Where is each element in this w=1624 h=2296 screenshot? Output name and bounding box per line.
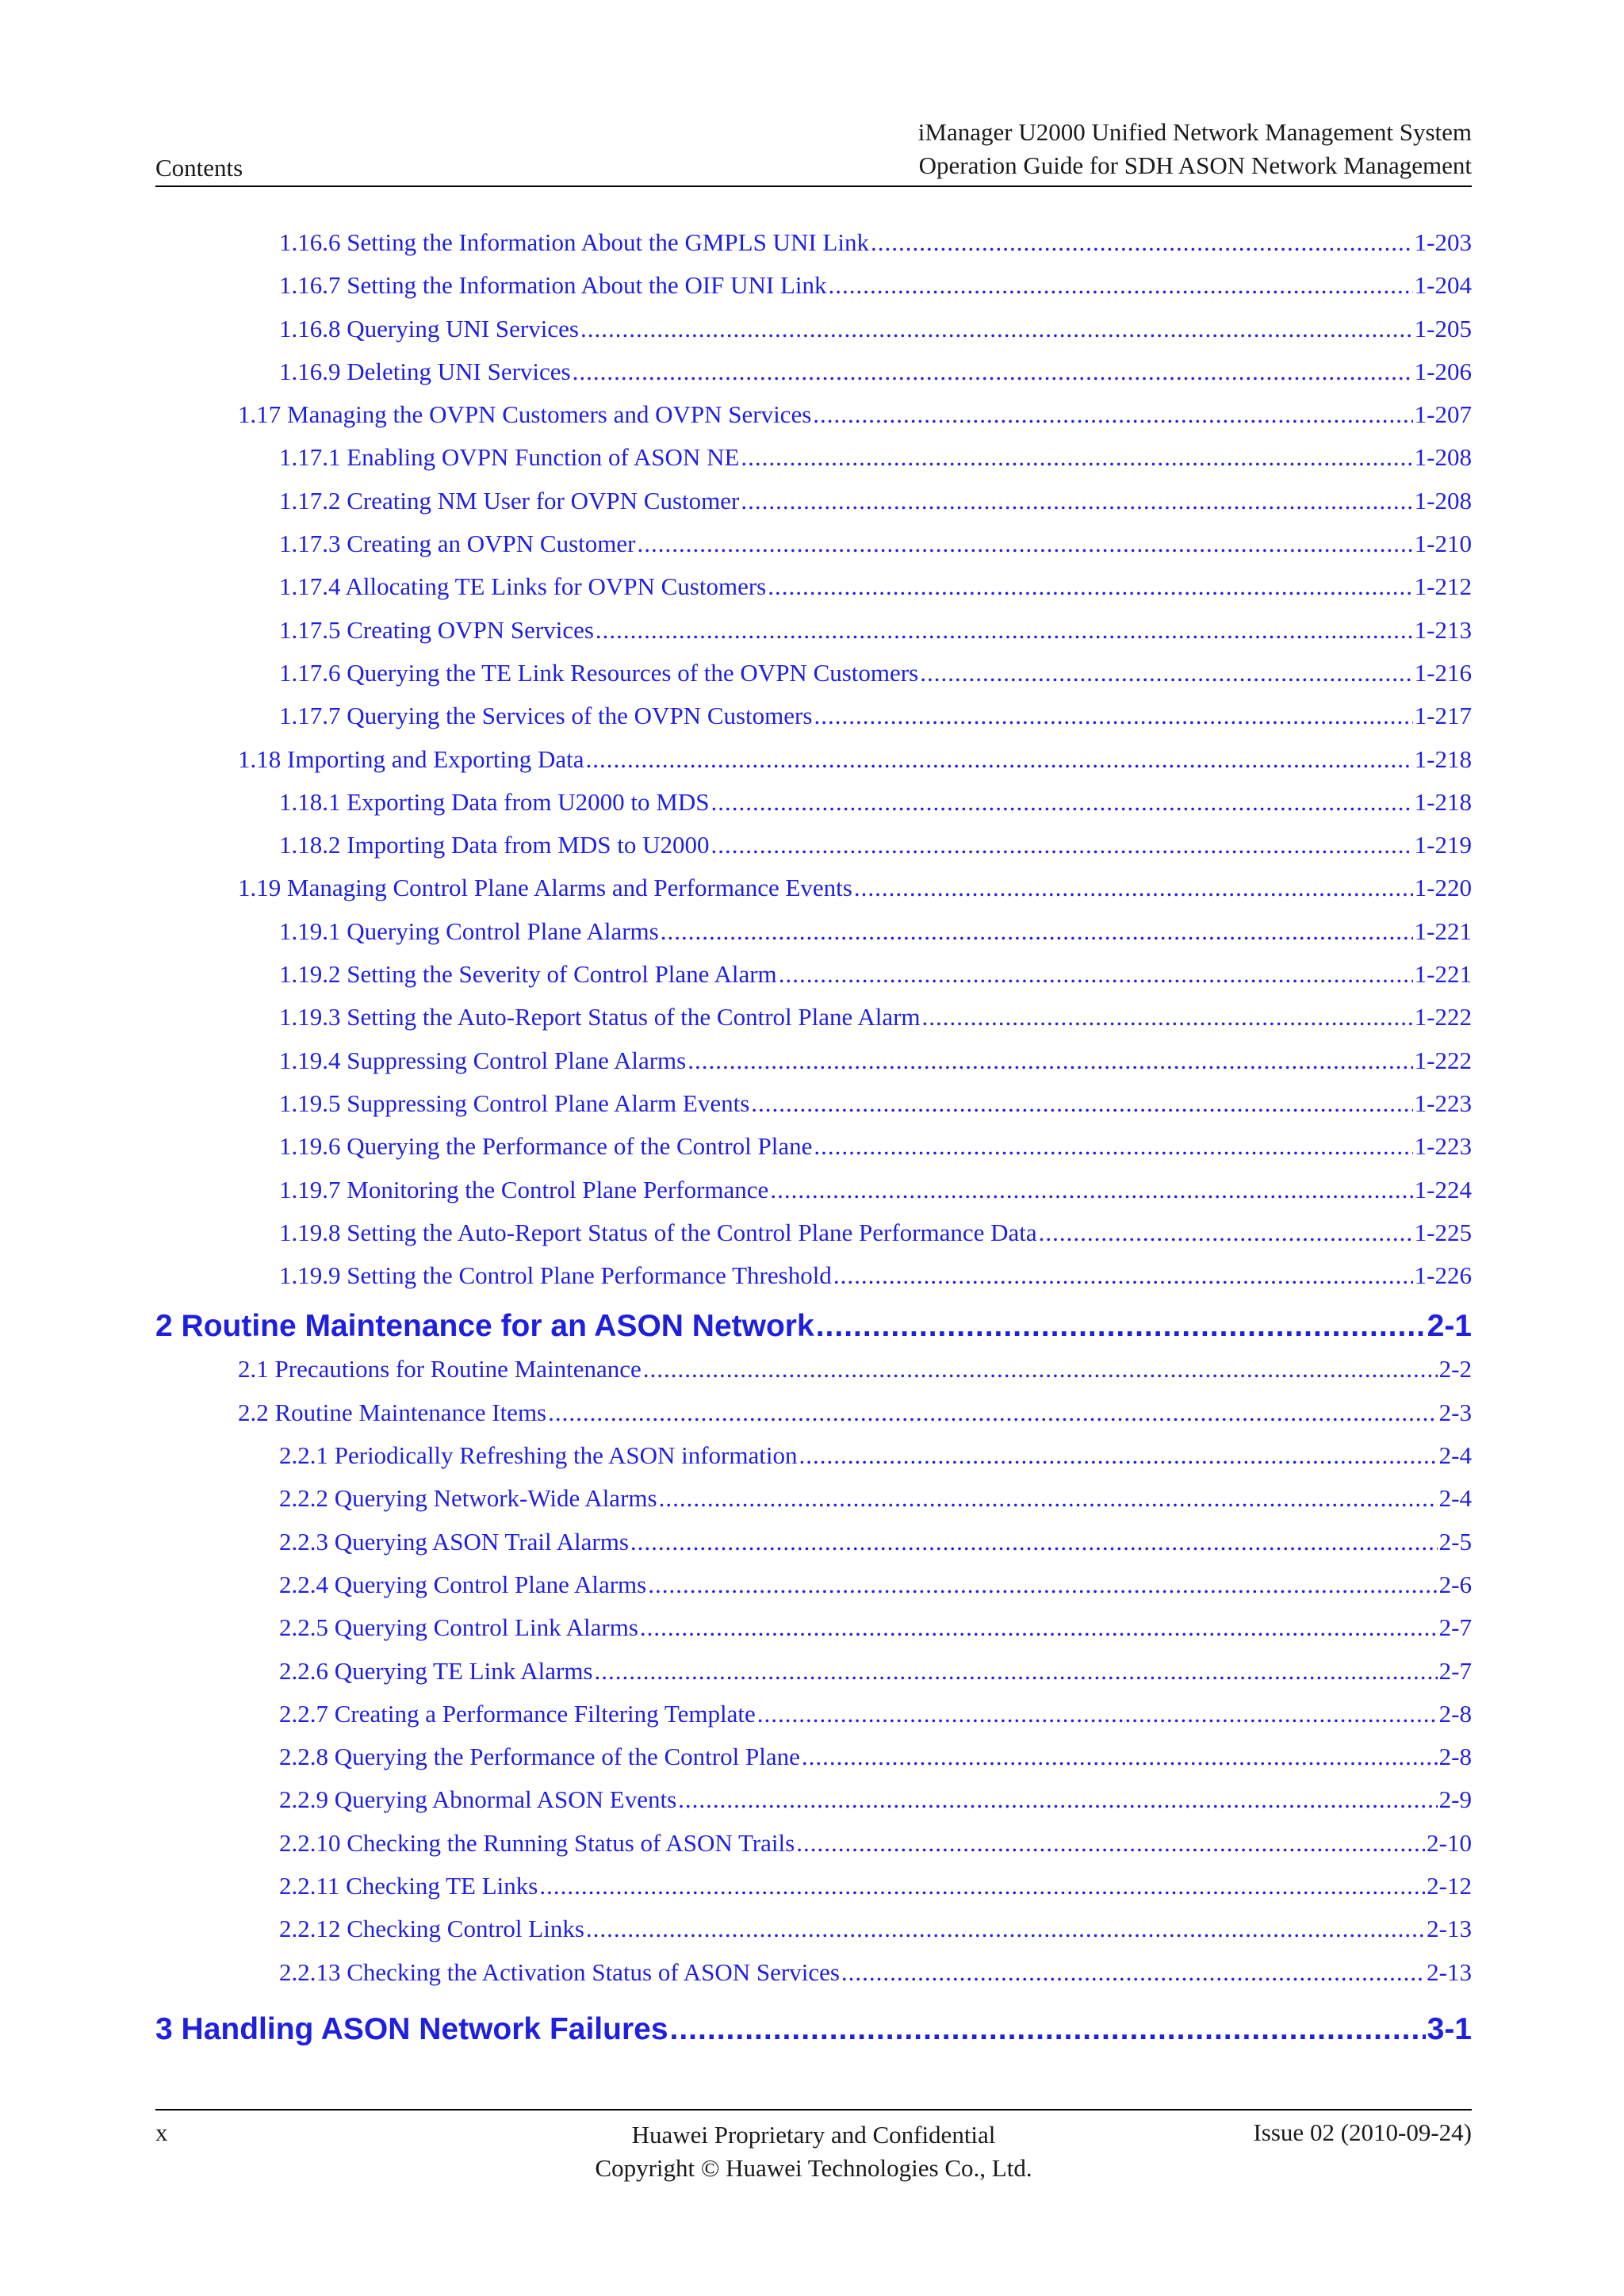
toc-dot-leader [922, 1003, 1413, 1031]
toc-dot-leader [816, 1309, 1426, 1344]
toc-dot-leader [741, 487, 1412, 515]
toc-entry-level-3[interactable] [155, 1132, 1472, 1175]
toc-entry-page[interactable]: 2-10 [1427, 1828, 1472, 1857]
toc-entry-page[interactable]: 1-223 [1414, 1132, 1472, 1161]
toc-entry-level-3[interactable] [155, 443, 1472, 486]
toc-entry-page[interactable]: 1-208 [1414, 443, 1472, 472]
toc-entry-title[interactable]: 1.17.3 Creating an OVPN Customer [279, 530, 636, 558]
toc-entry-page[interactable]: 2-5 [1438, 1527, 1472, 1556]
footer-confidential: Huawei Proprietary and Confidential [631, 2121, 996, 2149]
toc-entry-level-3[interactable] [155, 1657, 1472, 1700]
toc-entry-page[interactable]: 1-222 [1414, 1003, 1472, 1031]
toc-entry-title[interactable]: 1.16.6 Setting the Information About the GMPLS UNI Link [279, 228, 869, 256]
toc-dot-leader [580, 315, 1413, 343]
toc-entry-page[interactable]: 2-4 [1438, 1484, 1472, 1513]
toc-entry-level-3[interactable] [155, 530, 1472, 572]
toc-entry-level-3[interactable] [155, 487, 1472, 530]
toc-dot-leader [770, 1176, 1412, 1204]
toc-entry-title[interactable]: 1.16.8 Querying UNI Services [279, 314, 579, 342]
toc-entry-title[interactable]: 2.2.4 Querying Control Plane Alarms [279, 1570, 647, 1598]
toc-entry-level-2[interactable] [155, 400, 1472, 443]
toc-entry-page[interactable]: 2-13 [1427, 1957, 1472, 1986]
toc-entry-page[interactable]: 2-4 [1438, 1441, 1472, 1470]
toc-dot-leader [586, 1915, 1425, 1943]
toc-entry-level-3[interactable] [155, 1003, 1472, 1046]
toc-entry-level-3[interactable] [155, 1829, 1472, 1872]
toc-dot-leader [833, 1261, 1413, 1290]
toc-entry-level-1[interactable] [155, 1309, 1472, 1355]
toc-entry-title[interactable]: 1.19.2 Setting the Severity of Control Plane Alarm [279, 960, 777, 989]
toc-entry-level-3[interactable] [155, 1261, 1472, 1304]
toc-entry-level-3[interactable] [155, 1613, 1472, 1656]
toc-entry-title[interactable]: 1.19.3 Setting the Auto-Report Status of the Control Plane Alarm [279, 1003, 921, 1031]
toc-dot-leader [920, 659, 1412, 687]
toc-entry-page[interactable]: 1-212 [1414, 572, 1472, 601]
toc-dot-leader [630, 1528, 1438, 1556]
header-doc-title-line1: iManager U2000 Unified Network Management System [917, 118, 1472, 146]
toc-dot-leader [796, 1829, 1425, 1858]
toc-entry-level-3[interactable] [155, 1700, 1472, 1743]
toc-entry-page[interactable]: 1-206 [1414, 357, 1472, 385]
toc-entry-page[interactable]: 1-218 [1414, 744, 1472, 773]
toc-entry-page[interactable]: 1-225 [1414, 1218, 1472, 1246]
toc-dot-leader [1039, 1219, 1413, 1247]
toc-dot-leader [670, 2012, 1426, 2047]
toc-entry-title[interactable]: 2.2.9 Querying Abnormal ASON Events [279, 1785, 677, 1814]
toc-dot-leader [539, 1872, 1425, 1900]
toc-entry-page[interactable]: 1-213 [1414, 615, 1472, 644]
toc-entry-page[interactable]: 1-221 [1414, 916, 1472, 945]
toc-entry-page[interactable]: 1-205 [1414, 314, 1472, 342]
toc-entry-page[interactable]: 2-2 [1438, 1355, 1472, 1383]
toc-entry-title[interactable]: 1.18.1 Exporting Data from U2000 to MDS [279, 787, 710, 816]
toc-entry-title[interactable]: 2.2.10 Checking the Running Status of ASON Trails [279, 1828, 795, 1857]
toc-entry-title[interactable]: 1.18.2 Importing Data from MDS to U2000 [279, 831, 710, 859]
toc-entry-title[interactable]: 2.2.7 Creating a Performance Filtering Template [279, 1699, 756, 1728]
toc-entry-page[interactable]: 1-220 [1414, 874, 1472, 902]
toc-entry-page[interactable]: 1-222 [1414, 1046, 1472, 1074]
toc-entry-level-2[interactable] [155, 1355, 1472, 1398]
toc-entry-page[interactable]: 1-216 [1414, 658, 1472, 687]
toc-dot-leader [586, 745, 1413, 774]
toc-entry-title[interactable]: 1.16.9 Deleting UNI Services [279, 357, 571, 385]
toc-entry-level-3[interactable] [155, 1571, 1472, 1613]
toc-entry-page[interactable]: 1-204 [1414, 271, 1472, 300]
toc-entry-page[interactable]: 1-223 [1414, 1089, 1472, 1117]
toc-dot-leader [854, 874, 1413, 902]
toc-dot-leader [648, 1571, 1437, 1599]
toc-entry-level-3[interactable] [155, 1176, 1472, 1219]
toc-dot-leader [757, 1700, 1438, 1728]
toc-entry-title[interactable]: 2 Routine Maintenance for an ASON Network [155, 1309, 814, 1344]
page-header [155, 119, 1472, 187]
toc-dot-leader [643, 1355, 1438, 1383]
toc-entry-title[interactable]: 1.19.6 Querying the Performance of the Control Plane [279, 1132, 813, 1161]
toc-entry-level-3[interactable] [155, 659, 1472, 702]
toc-entry-page[interactable]: 2-6 [1438, 1570, 1472, 1598]
toc-entry-page[interactable]: 1-210 [1414, 530, 1472, 558]
toc-entry-level-1[interactable] [155, 2012, 1472, 2058]
header-section-title: Contents [155, 154, 243, 182]
toc-entry-page[interactable]: 2-9 [1438, 1785, 1472, 1814]
toc-entry-title[interactable]: 1.17.7 Querying the Services of the OVPN Customers [279, 702, 813, 730]
toc-entry-page[interactable]: 1-208 [1414, 486, 1472, 515]
toc-dot-leader [741, 443, 1412, 472]
toc-dot-leader [548, 1399, 1438, 1427]
toc-entry-level-3[interactable] [155, 315, 1472, 358]
toc-entry-title[interactable]: 1.17.2 Creating NM User for OVPN Customer [279, 486, 740, 515]
toc-entry-title[interactable]: 1.17.5 Creating OVPN Services [279, 615, 594, 644]
toc-entry-level-2[interactable] [155, 745, 1472, 788]
header-document-title [918, 116, 1472, 182]
toc-entry-level-3[interactable] [155, 917, 1472, 960]
toc-entry-page[interactable]: 3-1 [1427, 2011, 1472, 2046]
footer-issue: Issue 02 (2010-09-24) [1253, 2118, 1472, 2146]
toc-dot-leader [573, 358, 1413, 386]
toc-dot-leader [813, 400, 1412, 429]
toc-entry-title[interactable]: 2.2 Routine Maintenance Items [238, 1398, 547, 1426]
toc-entry-page[interactable]: 2-13 [1427, 1915, 1472, 1943]
toc-entry-page[interactable]: 2-12 [1427, 1871, 1472, 1900]
toc-entry-title[interactable]: 1.19.1 Querying Control Plane Alarms [279, 916, 659, 945]
toc-dot-leader [659, 1484, 1438, 1513]
toc-entry-page[interactable]: 2-7 [1438, 1656, 1472, 1685]
toc-entry-level-3[interactable] [155, 1219, 1472, 1261]
toc-entry-level-3[interactable] [155, 831, 1472, 874]
toc-entry-title[interactable]: 1.19 Managing Control Plane Alarms and Performance Events [238, 874, 852, 902]
toc-entry-title[interactable]: 2.2.11 Checking TE Links [279, 1871, 538, 1900]
toc-dot-leader [841, 1958, 1425, 1987]
toc-entry-level-3[interactable] [155, 1785, 1472, 1828]
toc-entry-page[interactable]: 1-217 [1414, 702, 1472, 730]
toc-entry-title[interactable]: 1.19.9 Setting the Control Plane Performance Threshold [279, 1261, 832, 1290]
toc-entry-level-3[interactable] [155, 1441, 1472, 1484]
toc-entry-level-3[interactable] [155, 616, 1472, 659]
toc-dot-leader [596, 616, 1413, 645]
toc-entry-title[interactable]: 1.17 Managing the OVPN Customers and OVPN Services [238, 400, 812, 429]
toc-entry-level-3[interactable] [155, 1915, 1472, 1957]
toc-entry-level-3[interactable] [155, 1743, 1472, 1785]
footer-copyright: Copyright © Huawei Technologies Co., Ltd. [595, 2154, 1032, 2182]
toc-entry-title[interactable]: 2.2.8 Querying the Performance of the Control Plane [279, 1743, 800, 1771]
toc-entry-page[interactable]: 2-7 [1438, 1613, 1472, 1642]
toc-dot-leader [829, 271, 1413, 300]
toc-entry-level-2[interactable] [155, 874, 1472, 916]
toc-entry-level-3[interactable] [155, 960, 1472, 1003]
toc-entry-page[interactable]: 1-226 [1414, 1261, 1472, 1290]
toc-entry-level-3[interactable] [155, 271, 1472, 314]
toc-entry-level-3[interactable] [155, 702, 1472, 744]
toc-entry-title[interactable]: 1.19.5 Suppressing Control Plane Alarm Events [279, 1089, 750, 1117]
toc-dot-leader [640, 1613, 1438, 1642]
toc-entry-level-3[interactable] [155, 788, 1472, 831]
toc-entry-level-3[interactable] [155, 1484, 1472, 1527]
toc-dot-leader [678, 1785, 1438, 1814]
toc-dot-leader [637, 530, 1412, 558]
toc-entry-title[interactable]: 2.2.1 Periodically Refreshing the ASON information [279, 1441, 798, 1470]
toc-dot-leader [688, 1047, 1412, 1075]
toc-entry-level-3[interactable] [155, 572, 1472, 615]
footer-page-number: x [155, 2118, 168, 2146]
toc-entry-title[interactable]: 2.2.5 Querying Control Link Alarms [279, 1613, 638, 1642]
toc-entry-page[interactable]: 1-203 [1414, 228, 1472, 256]
toc-entry-page[interactable]: 1-207 [1414, 400, 1472, 429]
toc-dot-leader [710, 831, 1412, 859]
toc-entry-level-3[interactable] [155, 1047, 1472, 1089]
toc-entry-level-3[interactable] [155, 358, 1472, 400]
toc-entry-page[interactable]: 1-219 [1414, 831, 1472, 859]
toc-entry-title[interactable]: 1.17.4 Allocating TE Links for OVPN Customers [279, 572, 767, 601]
table-of-contents [155, 228, 1472, 2058]
toc-entry-title[interactable]: 1.16.7 Setting the Information About the OIF UNI Link [279, 271, 827, 300]
toc-entry-level-3[interactable] [155, 228, 1472, 271]
header-doc-title-line2: Operation Guide for SDH ASON Network Management [918, 151, 1472, 179]
toc-entry-title[interactable]: 1.17.1 Enabling OVPN Function of ASON NE [279, 443, 740, 472]
toc-entry-level-2[interactable] [155, 1399, 1472, 1441]
toc-entry-page[interactable]: 1-221 [1414, 960, 1472, 989]
toc-dot-leader [802, 1743, 1438, 1771]
toc-dot-leader [779, 960, 1413, 989]
toc-dot-leader [661, 917, 1413, 946]
toc-dot-leader [768, 572, 1412, 601]
toc-entry-title[interactable]: 1.17.6 Querying the TE Link Resources of the OVPN Customers [279, 658, 919, 687]
toc-entry-page[interactable]: 2-1 [1427, 1309, 1472, 1344]
toc-entry-title[interactable]: 2.2.2 Querying Network-Wide Alarms [279, 1484, 657, 1513]
toc-dot-leader [814, 702, 1412, 730]
toc-dot-leader [710, 788, 1412, 817]
toc-dot-leader [799, 1441, 1437, 1470]
toc-entry-title[interactable]: 2.2.12 Checking Control Links [279, 1915, 584, 1943]
toc-entry-title[interactable]: 1.18 Importing and Exporting Data [238, 744, 584, 773]
toc-dot-leader [871, 228, 1413, 257]
toc-entry-title[interactable]: 2.1 Precautions for Routine Maintenance [238, 1355, 642, 1383]
toc-entry-page[interactable]: 2-3 [1438, 1398, 1472, 1426]
toc-entry-title[interactable]: 1.19.7 Monitoring the Control Plane Performance [279, 1175, 769, 1203]
toc-entry-title[interactable]: 3 Handling ASON Network Failures [155, 2011, 668, 2046]
toc-dot-leader [751, 1089, 1412, 1118]
toc-entry-page[interactable]: 1-218 [1414, 787, 1472, 816]
toc-entry-page[interactable]: 2-8 [1438, 1699, 1472, 1728]
toc-entry-page[interactable]: 2-8 [1438, 1743, 1472, 1771]
toc-entry-title[interactable]: 2.2.6 Querying TE Link Alarms [279, 1656, 593, 1685]
toc-entry-level-3[interactable] [155, 1872, 1472, 1915]
toc-entry-page[interactable]: 1-224 [1414, 1175, 1472, 1203]
toc-dot-leader [595, 1657, 1438, 1686]
toc-entry-level-3[interactable] [155, 1528, 1472, 1571]
toc-entry-title[interactable]: 1.19.4 Suppressing Control Plane Alarms [279, 1046, 687, 1074]
toc-entry-title[interactable]: 2.2.3 Querying ASON Trail Alarms [279, 1527, 629, 1556]
toc-entry-level-3[interactable] [155, 1089, 1472, 1132]
toc-entry-title[interactable]: 1.19.8 Setting the Auto-Report Status of the Control Plane Performance Data [279, 1218, 1037, 1246]
toc-entry-level-3[interactable] [155, 1958, 1472, 2001]
toc-dot-leader [814, 1132, 1412, 1161]
toc-entry-title[interactable]: 2.2.13 Checking the Activation Status of ASON Services [279, 1957, 840, 1986]
page-footer [155, 2109, 1472, 2190]
